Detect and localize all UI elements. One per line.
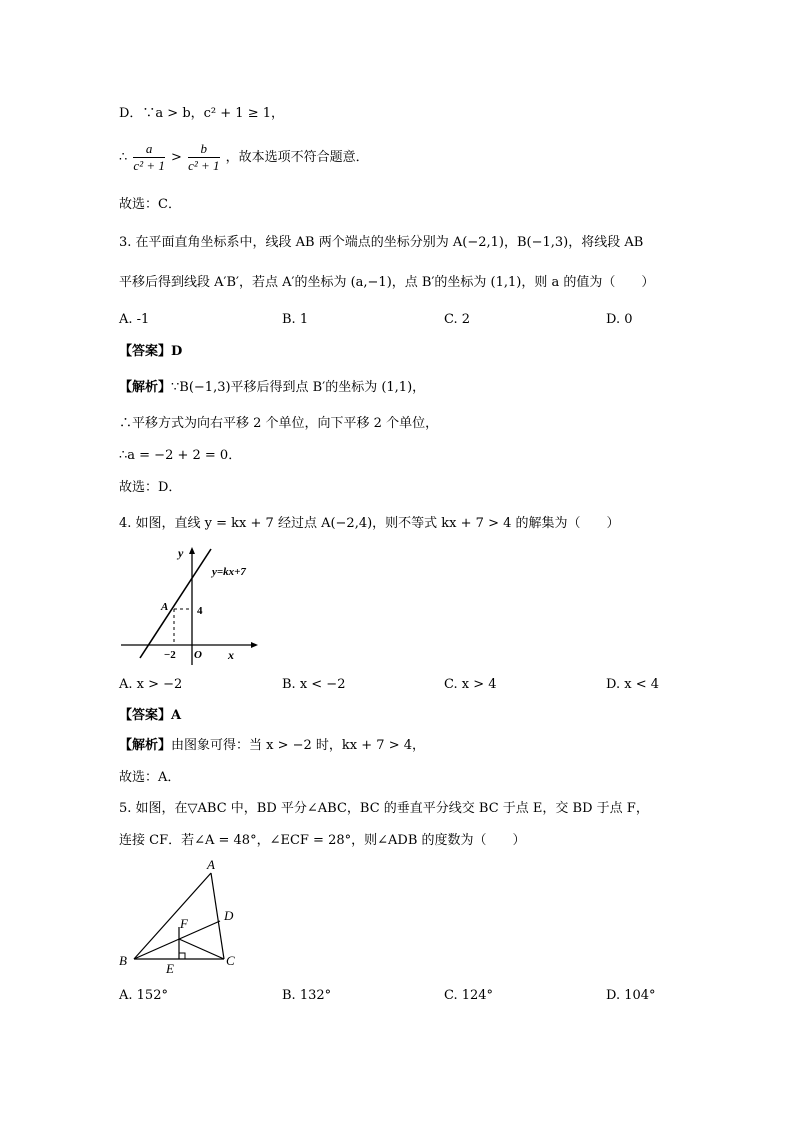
q3-analysis-text1: ∵B(−1,3)平移后得到点 B′的坐标为 (1,1)， <box>171 380 426 395</box>
q5-label-C: C <box>226 953 235 968</box>
q5-side-AC <box>211 873 224 959</box>
prev-choice: 故选：C． <box>119 197 181 212</box>
q4-label-x: x <box>228 648 234 662</box>
q5-label-F: F <box>180 916 188 931</box>
prev-conclusion-suffix: ，故本选项不符合题意． <box>225 150 369 165</box>
fraction-a-numerator: a <box>133 141 164 158</box>
q5-option-c: C. 124° <box>444 988 494 1003</box>
q3-option-b: B. 1 <box>282 312 309 327</box>
q5-stem-line1: 5. 如图，在▽ABC 中，BD 平分∠ABC，BC 的垂直平分线交 BC 于点 E，交 BD 于点 F， <box>119 801 649 816</box>
q4-label-O: O <box>194 649 202 661</box>
q3-stem-line2: 平移后得到线段 A′B′，若点 A′的坐标为 (a,−1)，点 B′的坐标为 (1,1)，则 a 的值为（ ） <box>119 275 655 290</box>
q4-label-neg2: −2 <box>164 649 176 661</box>
therefore-symbol: ∴ <box>119 150 128 165</box>
q4-choice: 故选：A． <box>119 770 181 785</box>
q4-option-b: B. x < −2 <box>282 677 346 692</box>
q4-graph-figure <box>118 545 268 670</box>
q4-stem-line1: 4. 如图，直线 y = kx + 7 经过点 A(−2,4)，则不等式 kx + 7 > 4 的解集为（ ） <box>119 516 620 531</box>
fraction-b-denominator: c² + 1 <box>188 158 220 173</box>
q4-analysis-text1: 由图象可得：当 x > −2 时，kx + 7 > 4， <box>171 738 425 753</box>
q5-stem-line2: 连接 CF．若∠A = 48°，∠ECF = 28°，则∠ADB 的度数为（ ） <box>119 833 526 848</box>
q4-option-d: D. x < 4 <box>606 677 659 692</box>
q5-triangle-figure <box>114 855 244 980</box>
q5-label-B: B <box>119 953 127 968</box>
q3-option-c: C. 2 <box>444 312 471 327</box>
q3-analysis-line2: ∴平移方式为向右平移 2 个单位，向下平移 2 个单位， <box>119 416 439 431</box>
q5-segment-CF <box>179 939 224 959</box>
q3-option-d: D. 0 <box>606 312 633 327</box>
q4-analysis-line1 <box>119 736 425 756</box>
q5-segment-BD <box>134 921 220 959</box>
q3-analysis-label: 【解析】 <box>119 380 172 395</box>
fraction-a <box>133 141 164 174</box>
q4-label-y: y <box>178 546 184 560</box>
q4-x-axis-arrow <box>251 642 258 648</box>
q4-label-A: A <box>161 601 169 613</box>
q3-option-a: A. -1 <box>119 312 150 327</box>
greater-than-sign: > <box>171 150 182 165</box>
q5-label-E: E <box>166 961 174 976</box>
q5-option-d: D. 104° <box>606 988 656 1003</box>
prev-option-d-line: D．∵a > b，c² + 1 ≥ 1， <box>119 106 285 121</box>
q3-analysis-line3: ∴a = −2 + 2 = 0． <box>119 448 242 463</box>
q4-answer: 【答案】A <box>119 708 182 723</box>
q4-label-4: 4 <box>197 605 203 617</box>
q5-option-b: B. 132° <box>282 988 332 1003</box>
q5-label-D: D <box>224 908 234 923</box>
q5-option-a: A. 152° <box>119 988 168 1003</box>
fraction-b <box>188 141 219 174</box>
q5-side-AB <box>134 873 211 959</box>
q3-choice: 故选：D． <box>119 480 182 495</box>
q3-analysis-line1 <box>119 378 425 398</box>
q5-label-A: A <box>207 857 215 872</box>
q3-answer: 【答案】D <box>119 344 183 359</box>
fraction-b-numerator: b <box>188 141 219 158</box>
q3-stem-line1: 3. 在平面直角坐标系中，线段 AB 两个端点的坐标分别为 A(−2,1)，B(−1,3)，将线段 AB <box>119 235 644 250</box>
q4-option-a: A. x > −2 <box>119 677 183 692</box>
q4-y-axis-arrow <box>189 547 195 554</box>
q4-line-graph <box>140 549 211 658</box>
q4-analysis-label: 【解析】 <box>119 738 172 753</box>
q4-label-line: y=kx+7 <box>212 566 246 578</box>
prev-conclusion-line <box>119 140 369 176</box>
fraction-a-denominator: c² + 1 <box>133 158 165 173</box>
q5-right-angle-mark <box>179 953 185 959</box>
q4-option-c: C. x > 4 <box>444 677 497 692</box>
